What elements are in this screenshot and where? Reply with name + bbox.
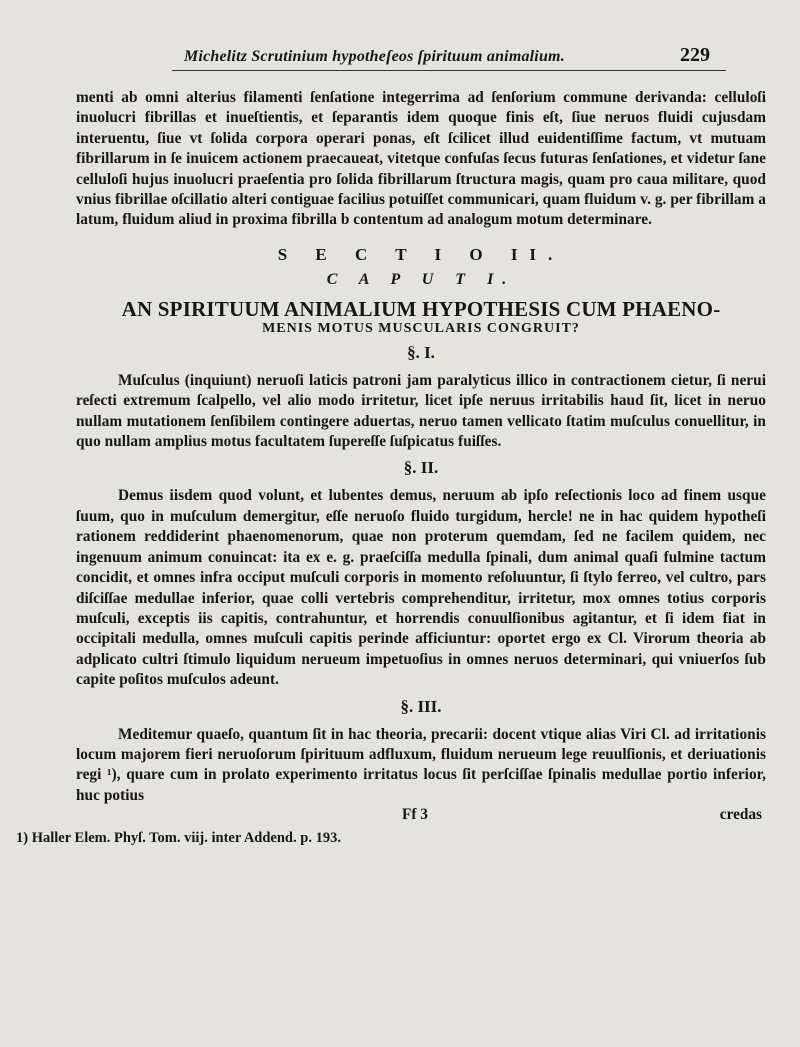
- footnote: 1) Haller Elem. Phyſ. Tom. viij. inter Addend. p. 193.: [16, 830, 341, 847]
- paragraph-2: Demus iisdem quod volunt, et lubentes demus, neruum ab ipſo reſectionis loco ad finem usque ſuum, quo in muſculum demergitur, eſſe neruoſo fluido turgidum, hercle! ne in hac quidem hypotheſi rationem reddiderint phaenomenorum, quae non proterum quemdam, ſed ne facilem quidem, nec ingenuum animum conuincat: ita ex e. g. praeſciſſa medulla ſpinali, dum animal quaſi fulmine tactum concidit, et omnes infra occiput muſculi corporis in momento reſoluuntur, ſi ſtylo ferreo, vel cultro, pars diſciſſae medullae inferior, quae colli vertebris comprehenditur, irritetur, mox omnes totius corporis muſculi, exceptis iis capitis, contrahuntur, et horrendis conuulſionibus agitantur, et ſi idem fiat in occipitali medulla, omnes muſculi capitis perinde afficiuntur: oportet ergo ex Cl. Virorum theoria ab adplicato cultri ſtimulo liquidum nerueum impetuoſius in omnes neruos determinari, qui vniuerſos ſub capite poſitos muſculos adeunt.: [76, 487, 766, 689]
- signature-mark: Ff 3: [402, 806, 428, 824]
- chapter-subtitle: MENIS MOTUS MUSCULARIS CONGRUIT?: [262, 320, 580, 336]
- page-header: [76, 44, 766, 74]
- paragraph-mark-3: §. III.: [400, 696, 442, 716]
- page-number: 229: [680, 44, 710, 66]
- paragraph-mark-2: §. II.: [403, 458, 439, 478]
- intro-paragraph: menti ab omni alterius filamenti ſenſatione integerrima ad ſenſorium commune derivanda: celluloſi inuolucri fibrillas et inueſtientis, et ſeparantis idem quoque finis eſt, ſiue neruos fluidi cujusdam interuentu, ſiue vt ſolida corpora operari ponas, eſt ſcilicet illud euidentiſſime factum, vt mutuam fibrillarum in ſe inuicem actionem praecaueat, vitetque confuſas ſecus futuras ſenſationes, et videtur ſane celluloſi hujus inuolucri praeſentia pro ſolida fibrillarum ſtructura magis, quam pro caua militare, quod vnius fibrillae oſcillatio alteri contiguae facilius potuiſſet communicari, quam fluidum v. g. per fibrillam a latum, fluidum aliud in proxima fibrilla b contentum ad analogum motum determinare.: [76, 89, 766, 229]
- paragraph-1: Muſculus (inquiunt) neruoſi laticis patroni jam paralyticus illico in contractionem cietur, ſi nerui reſecti extremum ſcalpello, vel alio modo irritetur, licet ipſe neruus irritabilis haud ſit, licet in neruo nullam mutationem ſenſibilem contingere aduertas, neruo tamen vellicato ſtatim muſculus conuellitur, in quo nullam amplius motus facultatem ſupereſſe ſuſpicatus fuiſſes.: [76, 371, 766, 451]
- catch-row: [76, 806, 766, 826]
- caput-heading: C A P U T I.: [326, 270, 516, 288]
- catchword: credas: [719, 806, 762, 824]
- header-rule: [172, 70, 726, 71]
- section-heading: S E C T I O II.: [277, 244, 565, 264]
- running-head: Michelitz Scrutinium hypotheſeos ſpirituum animalium.: [184, 48, 565, 65]
- chapter-title: AN SPIRITUUM ANIMALIUM HYPOTHESIS CUM PHAENO-: [121, 296, 721, 321]
- paragraph-mark-1: §. I.: [407, 342, 435, 362]
- paragraph-3: Meditemur quaeſo, quantum ſit in hac theoria, precarii: docent vtique alias Viri Cl. ad irritationis locum majorem fieri neruoſorum ſpirituum adfluxum, fluidum nerueum lege reuulſionis, et deriuationis regi ¹), quare cum in prolato experimento irritatus locus ſit perſciſſae ſpinalis medullae portio inferior, huc potius: [76, 725, 766, 804]
